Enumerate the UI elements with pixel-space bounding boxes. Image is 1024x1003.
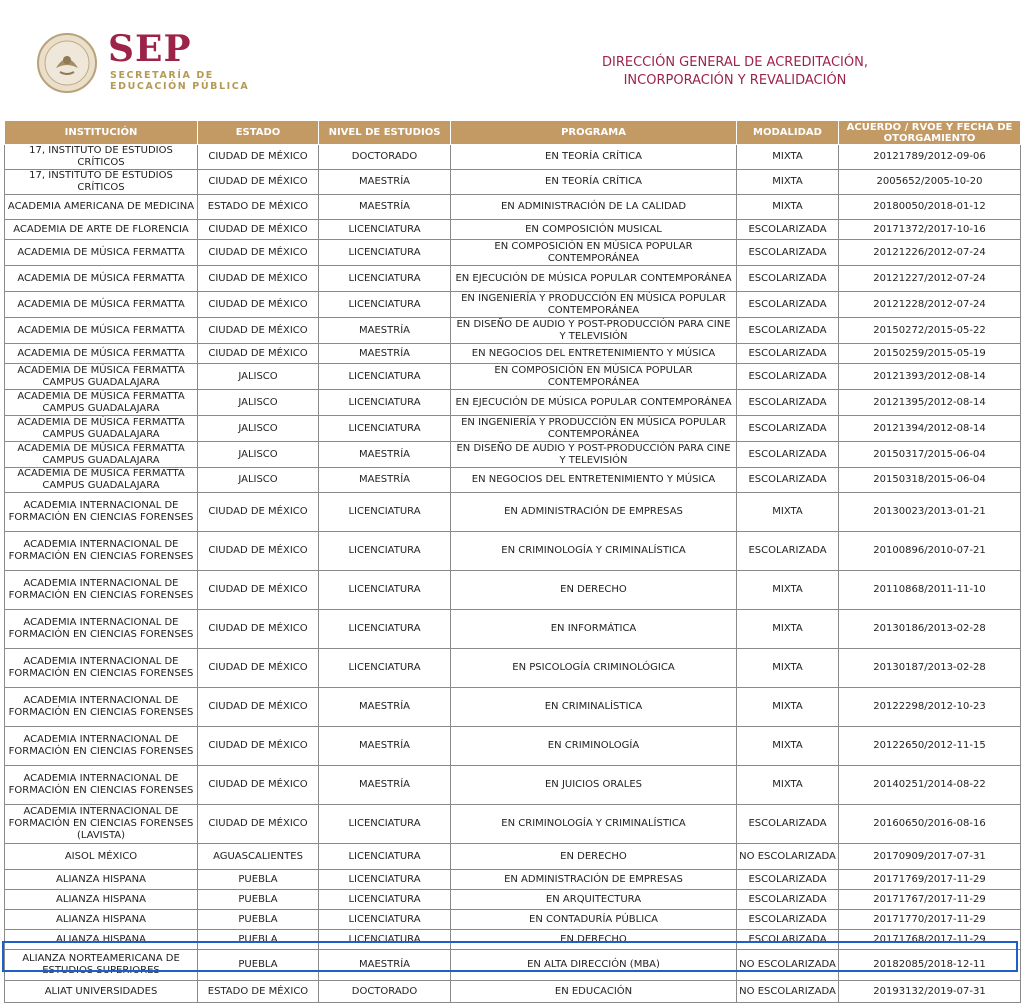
cell-state: ESTADO DE MÉXICO: [198, 981, 319, 1003]
cell-institution: ALIAT UNIVERSIDADES: [5, 981, 198, 1003]
table-row: [5, 195, 1021, 220]
cell-institution: ACADEMIA INTERNACIONAL DE FORMACIÓN EN CIENCIAS FORENSES: [5, 649, 198, 688]
table-row: [5, 240, 1021, 266]
cell-institution: 17, INSTITUTO DE ESTUDIOS CRÍTICOS: [5, 170, 198, 195]
cell-institution: ACADEMIA DE MÚSICA FERMATTA CAMPUS GUADALAJARA: [5, 364, 198, 390]
table-row: [5, 390, 1021, 416]
cell-level: LICENCIATURA: [319, 493, 451, 532]
column-header-state: ESTADO: [198, 121, 319, 145]
table-row: [5, 844, 1021, 870]
cell-institution: ACADEMIA INTERNACIONAL DE FORMACIÓN EN CIENCIAS FORENSES: [5, 766, 198, 805]
table-row: [5, 532, 1021, 571]
cell-program: EN EJECUCIÓN DE MÚSICA POPULAR CONTEMPORÁNEA: [451, 390, 737, 416]
table-row: [5, 910, 1021, 930]
cell-agreement: 20121393/2012-08-14: [839, 364, 1021, 390]
institutions-table: [4, 120, 1021, 1003]
cell-institution: ACADEMIA INTERNACIONAL DE FORMACIÓN EN CIENCIAS FORENSES: [5, 532, 198, 571]
cell-modality: ESCOLARIZADA: [737, 890, 839, 910]
cell-agreement: 20121395/2012-08-14: [839, 390, 1021, 416]
cell-state: CIUDAD DE MÉXICO: [198, 292, 319, 318]
national-seal-icon: [36, 32, 98, 94]
cell-institution: ACADEMIA DE ARTE DE FLORENCIA: [5, 220, 198, 240]
cell-institution: ALIANZA HISPANA: [5, 930, 198, 950]
cell-state: JALISCO: [198, 364, 319, 390]
cell-level: LICENCIATURA: [319, 610, 451, 649]
cell-state: PUEBLA: [198, 930, 319, 950]
table-row: [5, 805, 1021, 844]
cell-modality: ESCOLARIZADA: [737, 468, 839, 493]
cell-level: LICENCIATURA: [319, 870, 451, 890]
cell-agreement: 20171767/2017-11-29: [839, 890, 1021, 910]
cell-level: MAESTRÍA: [319, 688, 451, 727]
cell-modality: ESCOLARIZADA: [737, 870, 839, 890]
table-row: [5, 364, 1021, 390]
cell-level: MAESTRÍA: [319, 766, 451, 805]
cell-modality: ESCOLARIZADA: [737, 390, 839, 416]
cell-program: EN INGENIERÍA Y PRODUCCIÓN EN MÚSICA POPULAR CONTEMPORÁNEA: [451, 416, 737, 442]
table-row: [5, 930, 1021, 950]
cell-program: EN INGENIERÍA Y PRODUCCIÓN EN MÚSICA POPULAR CONTEMPORÁNEA: [451, 292, 737, 318]
table-row: [5, 170, 1021, 195]
cell-program: EN ADMINISTRACIÓN DE LA CALIDAD: [451, 195, 737, 220]
cell-state: CIUDAD DE MÉXICO: [198, 727, 319, 766]
cell-agreement: 20160650/2016-08-16: [839, 805, 1021, 844]
cell-modality: ESCOLARIZADA: [737, 220, 839, 240]
cell-level: MAESTRÍA: [319, 344, 451, 364]
cell-modality: NO ESCOLARIZADA: [737, 844, 839, 870]
cell-level: LICENCIATURA: [319, 240, 451, 266]
cell-modality: MIXTA: [737, 170, 839, 195]
cell-program: EN NEGOCIOS DEL ENTRETENIMIENTO Y MÚSICA: [451, 344, 737, 364]
cell-modality: MIXTA: [737, 493, 839, 532]
cell-state: CIUDAD DE MÉXICO: [198, 649, 319, 688]
cell-agreement: 20170909/2017-07-31: [839, 844, 1021, 870]
cell-institution: ACADEMIA DE MÚSICA FERMATTA: [5, 266, 198, 292]
cell-program: EN INFORMÁTICA: [451, 610, 737, 649]
directorate-title-line1: DIRECCIÓN GENERAL DE ACREDITACIÓN,: [602, 55, 868, 70]
cell-state: PUEBLA: [198, 910, 319, 930]
table-row: [5, 890, 1021, 910]
table-row: [5, 344, 1021, 364]
table-row: [5, 766, 1021, 805]
cell-institution: ALIANZA NORTEAMERICANA DE ESTUDIOS SUPERIORES: [5, 950, 198, 981]
cell-institution: ALIANZA HISPANA: [5, 890, 198, 910]
cell-modality: NO ESCOLARIZADA: [737, 981, 839, 1003]
cell-modality: ESCOLARIZADA: [737, 364, 839, 390]
cell-modality: ESCOLARIZADA: [737, 240, 839, 266]
sep-logo-subtitle-1: SECRETARÍA DE: [110, 70, 214, 81]
cell-institution: ACADEMIA DE MÚSICA FERMATTA: [5, 318, 198, 344]
cell-agreement: 20171768/2017-11-29: [839, 930, 1021, 950]
cell-level: LICENCIATURA: [319, 390, 451, 416]
cell-modality: MIXTA: [737, 610, 839, 649]
cell-state: JALISCO: [198, 416, 319, 442]
cell-state: CIUDAD DE MÉXICO: [198, 532, 319, 571]
cell-modality: ESCOLARIZADA: [737, 805, 839, 844]
cell-program: EN ARQUITECTURA: [451, 890, 737, 910]
cell-agreement: 20150318/2015-06-04: [839, 468, 1021, 493]
table-row: [5, 981, 1021, 1003]
cell-state: PUEBLA: [198, 890, 319, 910]
cell-institution: AISOL MÉXICO: [5, 844, 198, 870]
cell-program: EN CRIMINOLOGÍA: [451, 727, 737, 766]
cell-modality: ESCOLARIZADA: [737, 292, 839, 318]
table-row: [5, 727, 1021, 766]
cell-modality: ESCOLARIZADA: [737, 930, 839, 950]
cell-program: EN ADMINISTRACIÓN DE EMPRESAS: [451, 493, 737, 532]
cell-agreement: 20140251/2014-08-22: [839, 766, 1021, 805]
table-row: [5, 416, 1021, 442]
table-row: [5, 266, 1021, 292]
cell-level: LICENCIATURA: [319, 890, 451, 910]
cell-level: LICENCIATURA: [319, 844, 451, 870]
cell-modality: ESCOLARIZADA: [737, 416, 839, 442]
cell-agreement: 20150272/2015-05-22: [839, 318, 1021, 344]
cell-level: MAESTRÍA: [319, 950, 451, 981]
table-row: [5, 318, 1021, 344]
cell-institution: ACADEMIA DE MÚSICA FERMATTA: [5, 292, 198, 318]
cell-state: CIUDAD DE MÉXICO: [198, 344, 319, 364]
cell-state: CIUDAD DE MÉXICO: [198, 170, 319, 195]
table-body: [5, 145, 1021, 1003]
cell-level: LICENCIATURA: [319, 571, 451, 610]
cell-program: EN PSICOLOGÍA CRIMINOLÓGICA: [451, 649, 737, 688]
cell-institution: ACADEMIA DE MÚSICA FERMATTA CAMPUS GUADALAJARA: [5, 390, 198, 416]
cell-program: EN DISEÑO DE AUDIO Y POST-PRODUCCIÓN PARA CINE Y TELEVISIÓN: [451, 318, 737, 344]
cell-level: LICENCIATURA: [319, 910, 451, 930]
cell-institution: ALIANZA HISPANA: [5, 870, 198, 890]
cell-program: EN DISEÑO DE AUDIO Y POST-PRODUCCIÓN PARA CINE Y TELEVISIÓN: [451, 442, 737, 468]
cell-program: EN TEORÍA CRÍTICA: [451, 145, 737, 170]
cell-level: LICENCIATURA: [319, 292, 451, 318]
cell-modality: MIXTA: [737, 649, 839, 688]
cell-level: LICENCIATURA: [319, 266, 451, 292]
institutions-table-wrapper: [4, 120, 1020, 1003]
cell-modality: MIXTA: [737, 688, 839, 727]
cell-modality: MIXTA: [737, 195, 839, 220]
cell-level: LICENCIATURA: [319, 805, 451, 844]
cell-state: CIUDAD DE MÉXICO: [198, 610, 319, 649]
cell-state: CIUDAD DE MÉXICO: [198, 571, 319, 610]
cell-level: MAESTRÍA: [319, 442, 451, 468]
cell-program: EN CONTADURÍA PÚBLICA: [451, 910, 737, 930]
cell-modality: MIXTA: [737, 766, 839, 805]
cell-state: CIUDAD DE MÉXICO: [198, 240, 319, 266]
cell-agreement: 20100896/2010-07-21: [839, 532, 1021, 571]
cell-state: CIUDAD DE MÉXICO: [198, 766, 319, 805]
cell-institution: ALIANZA HISPANA: [5, 910, 198, 930]
table-row: [5, 870, 1021, 890]
cell-state: PUEBLA: [198, 870, 319, 890]
cell-modality: ESCOLARIZADA: [737, 318, 839, 344]
cell-agreement: 20150259/2015-05-19: [839, 344, 1021, 364]
table-row: [5, 442, 1021, 468]
table-row: [5, 688, 1021, 727]
cell-agreement: 20121394/2012-08-14: [839, 416, 1021, 442]
cell-agreement: 20110868/2011-11-10: [839, 571, 1021, 610]
cell-modality: ESCOLARIZADA: [737, 266, 839, 292]
cell-level: DOCTORADO: [319, 145, 451, 170]
cell-state: CIUDAD DE MÉXICO: [198, 318, 319, 344]
table-row: [5, 145, 1021, 170]
cell-program: EN JUICIOS ORALES: [451, 766, 737, 805]
cell-level: LICENCIATURA: [319, 220, 451, 240]
cell-agreement: 2005652/2005-10-20: [839, 170, 1021, 195]
cell-level: MAESTRÍA: [319, 170, 451, 195]
table-row: [5, 468, 1021, 493]
cell-program: EN CRIMINALÍSTICA: [451, 688, 737, 727]
cell-state: JALISCO: [198, 468, 319, 493]
cell-modality: ESCOLARIZADA: [737, 910, 839, 930]
cell-program: EN COMPOSICIÓN EN MÚSICA POPULAR CONTEMPORÁNEA: [451, 364, 737, 390]
cell-program: EN DERECHO: [451, 844, 737, 870]
cell-state: PUEBLA: [198, 950, 319, 981]
sep-logo-subtitle-2: EDUCACIÓN PÚBLICA: [110, 81, 250, 92]
column-header-level: NIVEL DE ESTUDIOS: [319, 121, 451, 145]
table-row: [5, 649, 1021, 688]
cell-agreement: 20150317/2015-06-04: [839, 442, 1021, 468]
column-header-institution: INSTITUCIÓN: [5, 121, 198, 145]
cell-modality: ESCOLARIZADA: [737, 344, 839, 364]
cell-institution: ACADEMIA INTERNACIONAL DE FORMACIÓN EN CIENCIAS FORENSES: [5, 688, 198, 727]
cell-institution: ACADEMIA DE MÚSICA FERMATTA CAMPUS GUADALAJARA: [5, 442, 198, 468]
column-header-program: PROGRAMA: [451, 121, 737, 145]
cell-institution: ACADEMIA INTERNACIONAL DE FORMACIÓN EN CIENCIAS FORENSES: [5, 493, 198, 532]
cell-institution: 17, INSTITUTO DE ESTUDIOS CRÍTICOS: [5, 145, 198, 170]
cell-agreement: 20122298/2012-10-23: [839, 688, 1021, 727]
cell-institution: ACADEMIA DE MÚSICA FERMATTA: [5, 344, 198, 364]
cell-modality: ESCOLARIZADA: [737, 442, 839, 468]
cell-institution: ACADEMIA AMERICANA DE MEDICINA: [5, 195, 198, 220]
cell-program: EN ALTA DIRECCIÓN (MBA): [451, 950, 737, 981]
cell-institution: ACADEMIA INTERNACIONAL DE FORMACIÓN EN CIENCIAS FORENSES: [5, 727, 198, 766]
document-header: [0, 0, 1024, 120]
cell-state: CIUDAD DE MÉXICO: [198, 145, 319, 170]
cell-level: LICENCIATURA: [319, 532, 451, 571]
cell-agreement: 20121228/2012-07-24: [839, 292, 1021, 318]
cell-agreement: 20130023/2013-01-21: [839, 493, 1021, 532]
cell-level: MAESTRÍA: [319, 468, 451, 493]
table-row: [5, 220, 1021, 240]
cell-institution: ACADEMIA DE MÚSICA FERMATTA: [5, 240, 198, 266]
table-row: [5, 950, 1021, 981]
cell-level: LICENCIATURA: [319, 649, 451, 688]
cell-level: MAESTRÍA: [319, 195, 451, 220]
cell-program: EN COMPOSICIÓN EN MÚSICA POPULAR CONTEMPORÁNEA: [451, 240, 737, 266]
cell-state: JALISCO: [198, 442, 319, 468]
cell-level: MAESTRÍA: [319, 727, 451, 766]
cell-state: CIUDAD DE MÉXICO: [198, 688, 319, 727]
cell-program: EN EJECUCIÓN DE MÚSICA POPULAR CONTEMPORÁNEA: [451, 266, 737, 292]
cell-agreement: 20121226/2012-07-24: [839, 240, 1021, 266]
directorate-title: [560, 54, 910, 90]
cell-institution: ACADEMIA DE MÚSICA FERMATTA CAMPUS GUADALAJARA: [5, 468, 198, 493]
cell-institution: ACADEMIA DE MÚSICA FERMATTA CAMPUS GUADALAJARA: [5, 416, 198, 442]
cell-state: CIUDAD DE MÉXICO: [198, 220, 319, 240]
cell-agreement: 20130186/2013-02-28: [839, 610, 1021, 649]
column-header-modality: MODALIDAD: [737, 121, 839, 145]
cell-modality: ESCOLARIZADA: [737, 532, 839, 571]
cell-agreement: 20122650/2012-11-15: [839, 727, 1021, 766]
cell-modality: NO ESCOLARIZADA: [737, 950, 839, 981]
cell-institution: ACADEMIA INTERNACIONAL DE FORMACIÓN EN CIENCIAS FORENSES (LAVISTA): [5, 805, 198, 844]
cell-state: CIUDAD DE MÉXICO: [198, 266, 319, 292]
cell-modality: MIXTA: [737, 727, 839, 766]
cell-institution: ACADEMIA INTERNACIONAL DE FORMACIÓN EN CIENCIAS FORENSES: [5, 610, 198, 649]
directorate-title-line2: INCORPORACIÓN Y REVALIDACIÓN: [623, 73, 847, 88]
cell-program: EN DERECHO: [451, 571, 737, 610]
sep-logo-word: SEP: [108, 28, 192, 70]
cell-program: EN ADMINISTRACIÓN DE EMPRESAS: [451, 870, 737, 890]
cell-state: CIUDAD DE MÉXICO: [198, 493, 319, 532]
table-header-row: [5, 121, 1021, 145]
cell-state: CIUDAD DE MÉXICO: [198, 805, 319, 844]
table-row: [5, 610, 1021, 649]
cell-agreement: 20193132/2019-07-31: [839, 981, 1021, 1003]
cell-agreement: 20180050/2018-01-12: [839, 195, 1021, 220]
cell-agreement: 20182085/2018-12-11: [839, 950, 1021, 981]
cell-modality: MIXTA: [737, 571, 839, 610]
cell-state: AGUASCALIENTES: [198, 844, 319, 870]
cell-agreement: 20130187/2013-02-28: [839, 649, 1021, 688]
cell-program: EN CRIMINOLOGÍA Y CRIMINALÍSTICA: [451, 532, 737, 571]
cell-program: EN TEORÍA CRÍTICA: [451, 170, 737, 195]
cell-program: EN EDUCACIÓN: [451, 981, 737, 1003]
cell-level: LICENCIATURA: [319, 364, 451, 390]
cell-program: EN COMPOSICIÓN MUSICAL: [451, 220, 737, 240]
cell-program: EN NEGOCIOS DEL ENTRETENIMIENTO Y MÚSICA: [451, 468, 737, 493]
cell-agreement: 20171769/2017-11-29: [839, 870, 1021, 890]
cell-program: EN CRIMINOLOGÍA Y CRIMINALÍSTICA: [451, 805, 737, 844]
cell-state: JALISCO: [198, 390, 319, 416]
cell-agreement: 20171372/2017-10-16: [839, 220, 1021, 240]
cell-institution: ACADEMIA INTERNACIONAL DE FORMACIÓN EN CIENCIAS FORENSES: [5, 571, 198, 610]
cell-level: DOCTORADO: [319, 981, 451, 1003]
cell-level: LICENCIATURA: [319, 416, 451, 442]
cell-modality: MIXTA: [737, 145, 839, 170]
table-row: [5, 292, 1021, 318]
table-row: [5, 571, 1021, 610]
cell-agreement: 20121789/2012-09-06: [839, 145, 1021, 170]
table-row: [5, 493, 1021, 532]
cell-agreement: 20171770/2017-11-29: [839, 910, 1021, 930]
cell-level: LICENCIATURA: [319, 930, 451, 950]
cell-state: ESTADO DE MÉXICO: [198, 195, 319, 220]
cell-agreement: 20121227/2012-07-24: [839, 266, 1021, 292]
column-header-agreement: ACUERDO / RVOE Y FECHA DE OTORGAMIENTO: [839, 121, 1021, 145]
cell-level: MAESTRÍA: [319, 318, 451, 344]
cell-program: EN DERECHO: [451, 930, 737, 950]
